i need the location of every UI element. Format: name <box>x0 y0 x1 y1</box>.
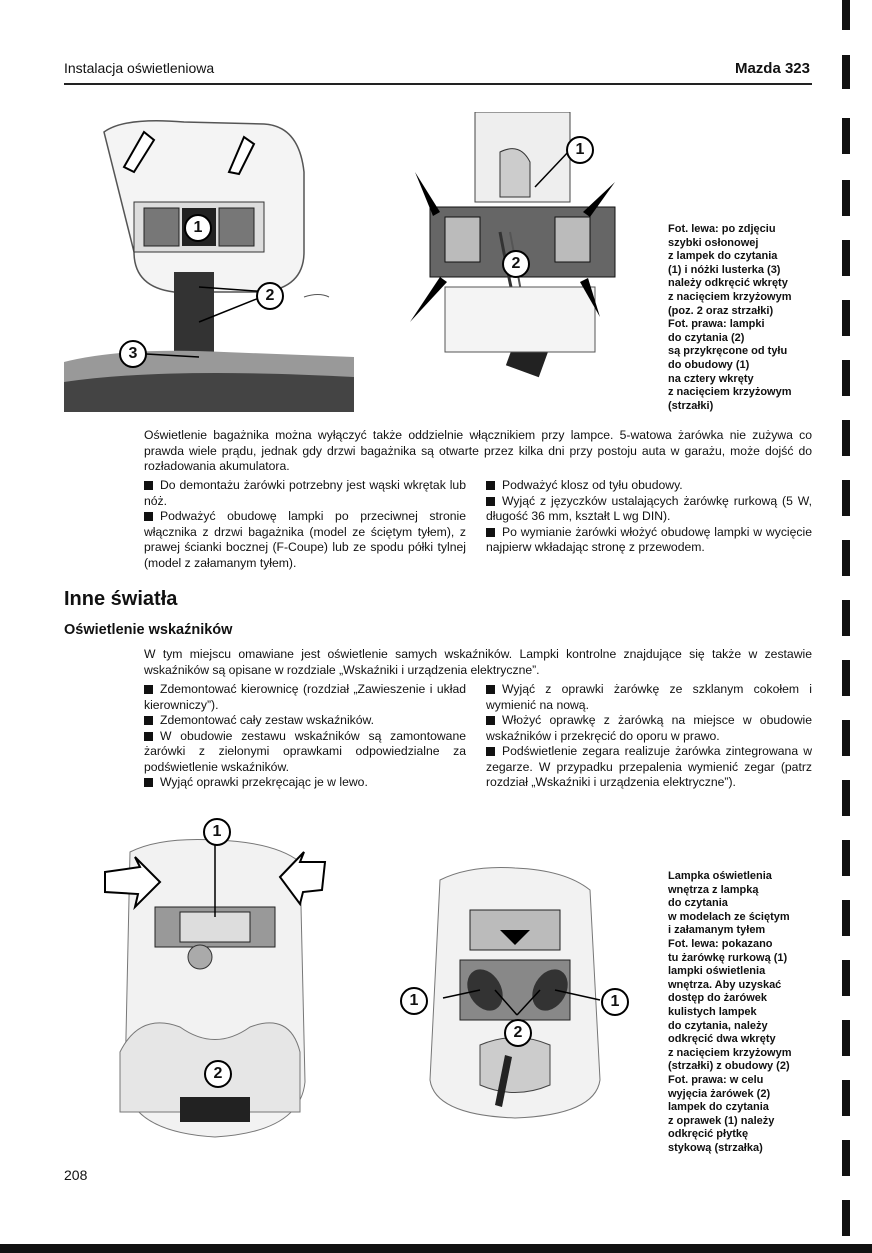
bullet-item: Podważyć obudowę lampki po przeciwnej stronie włącznika z drzwi bagażnika (model ze ściętym tyłem), z prawej ścianki bocznej (F-Coupe) lub ze spodu półki tylnej (model z załamanym tyłem). <box>144 509 466 570</box>
callout-2: 2 <box>502 250 530 278</box>
bullet-square-icon <box>144 778 153 787</box>
edge-mark <box>842 660 850 696</box>
bullet-item: Zdemontować cały zestaw wskaźników. <box>144 713 466 729</box>
bullet-column-left <box>144 682 466 791</box>
edge-mark <box>842 540 850 576</box>
bullet-item: Wyjąć z języczków ustalających żarówkę rurkową (5 W, długość 36 mm, kształt L wg DIN). <box>486 493 812 523</box>
paragraph-instrument-lighting: W tym miejscu omawiane jest oświetlenie samych wskaźników. Lampki kontrolne znajdujące się także w zestawie wskaźników są opisane w rozdziale „Wskaźniki i urządzenia elektryczne”. <box>144 647 812 677</box>
edge-mark <box>842 960 850 996</box>
edge-mark <box>842 420 850 456</box>
edge-mark <box>842 360 850 396</box>
callout-2: 2 <box>256 282 284 310</box>
bullet-square-icon <box>486 747 495 756</box>
bullet-square-icon <box>486 528 495 537</box>
bullet-column-left <box>144 478 466 571</box>
edge-mark <box>842 1200 850 1236</box>
page-number: 208 <box>64 1167 88 1183</box>
running-header-book: Mazda 323 <box>734 60 810 77</box>
callout-1: 1 <box>566 136 594 164</box>
edge-mark <box>842 1140 850 1176</box>
bullet-item: Wyjąć oprawki przekręcając je w lewo. <box>144 775 466 791</box>
subsection-title: Oświetlenie wskaźników <box>64 622 233 638</box>
bullet-square-icon <box>144 512 153 521</box>
bullet-square-icon <box>144 732 153 741</box>
edge-mark <box>842 840 850 876</box>
edge-mark <box>842 118 850 154</box>
photo-reading-lamp-mirror-mount <box>64 112 354 412</box>
bullet-square-icon <box>486 497 495 506</box>
edge-mark <box>842 55 850 89</box>
bullet-item: Wyjąć z oprawki żarówkę ze szklanym cokołem i wymienić na nową. <box>486 682 812 712</box>
bullet-item: W obudowie zestawu wskaźników są zamontowane żarówki z zielonymi oprawkami odpowiedzialne za podświetlenie wskaźników. <box>144 728 466 774</box>
edge-mark <box>842 300 850 336</box>
callout-2: 2 <box>504 1019 532 1047</box>
bullet-square-icon <box>486 716 495 725</box>
bullet-item: Podświetlenie zegara realizuje żarówka zintegrowana w zegarze. W przypadku przepalenia wymienić zegar (patrz rozdział „Wskaźniki i urządzenia elektryczne”). <box>486 744 812 789</box>
bullet-item: Po wymianie żarówki włożyć obudowę lampki w wycięcie najpierw wkładając stronę z przewodem. <box>486 524 812 554</box>
header-rule <box>64 83 812 85</box>
bullet-square-icon <box>144 481 153 490</box>
bullet-square-icon <box>144 716 153 725</box>
bullet-column-right <box>486 682 812 791</box>
callout-1: 1 <box>601 988 629 1016</box>
callout-1: 1 <box>203 818 231 846</box>
edge-mark <box>842 0 850 30</box>
edge-mark <box>842 600 850 636</box>
bullet-item: Do demontażu żarówki potrzebny jest wąski wkrętak lub nóż. <box>144 478 466 508</box>
edge-mark <box>842 1020 850 1056</box>
callout-3: 3 <box>119 340 147 368</box>
edge-mark <box>842 480 850 516</box>
edge-mark <box>842 780 850 816</box>
bottom-edge-bar <box>0 1244 872 1253</box>
bullet-square-icon <box>486 481 495 490</box>
edge-mark <box>842 1080 850 1116</box>
edge-mark <box>842 240 850 276</box>
paragraph-trunk-light: Oświetlenie bagażnika można wyłączyć także oddzielnie włącznikiem przy lampce. 5-watowa żarówka nie zużywa co prawda wiele prądu, jednak gdy drzwi bagażnika są otwarte przez kilka dni przy postoju auta w garażu, może dojść do rozładowania akumulatora. <box>144 428 812 473</box>
edge-mark <box>842 720 850 756</box>
figure-caption: Fot. lewa: po zdjęciu szybki osłonowej z lampek do czytania (1) i nóżki lusterka (3) należy odkręcić wkręty z nacięciem krzyżowym (poz. 2 oraz strzałki) Fot. prawa: lampki do czytania (2) są przykręcone od tyłu do obudowy (1) na cztery wkręty z nacięciem krzyżowym (strzałki) <box>668 223 792 412</box>
bullet-item: Zdemontować kierownicę (rozdział „Zawieszenie i układ kierowniczy”). <box>144 682 466 712</box>
callout-1: 1 <box>184 214 212 242</box>
running-header-section: Instalacja oświetleniowa <box>64 60 215 76</box>
bullet-item: Włożyć oprawkę z żarówką na miejsce w obudowie wskaźników i przekręcić do oporu w prawo. <box>486 713 812 743</box>
bullet-square-icon <box>144 685 153 694</box>
section-title: Inne światła <box>64 588 178 610</box>
bullet-item: Podważyć klosz od tyłu obudowy. <box>486 478 812 494</box>
callout-1: 1 <box>400 987 428 1015</box>
figure-caption: Lampka oświetlenia wnętrza z lampką do czytania w modelach ze ściętym i załamanym tyłem Fot. lewa: pokazano tu żarówkę rurkową (1) lampki oświetlenia wnętrza. Aby uzyskać dostęp do żarówek kulistych lampek do czytania, należy odkręcić dwa wkręty z nacięciem krzyżowym (strzałki) z obudowy (2) Fot. prawa: w celu wyjęcia żarówek (2) lampek do czytania z oprawek (1) należy odkręcić płytkę stykową (strzałka) <box>668 870 792 1154</box>
edge-mark <box>842 180 850 216</box>
photo-reading-lamp-bulbs <box>400 850 630 1125</box>
bullet-square-icon <box>486 685 495 694</box>
callout-2: 2 <box>204 1060 232 1088</box>
edge-mark <box>842 900 850 936</box>
photo-interior-lamp-housing <box>100 812 330 1152</box>
bullet-column-right <box>486 478 812 556</box>
